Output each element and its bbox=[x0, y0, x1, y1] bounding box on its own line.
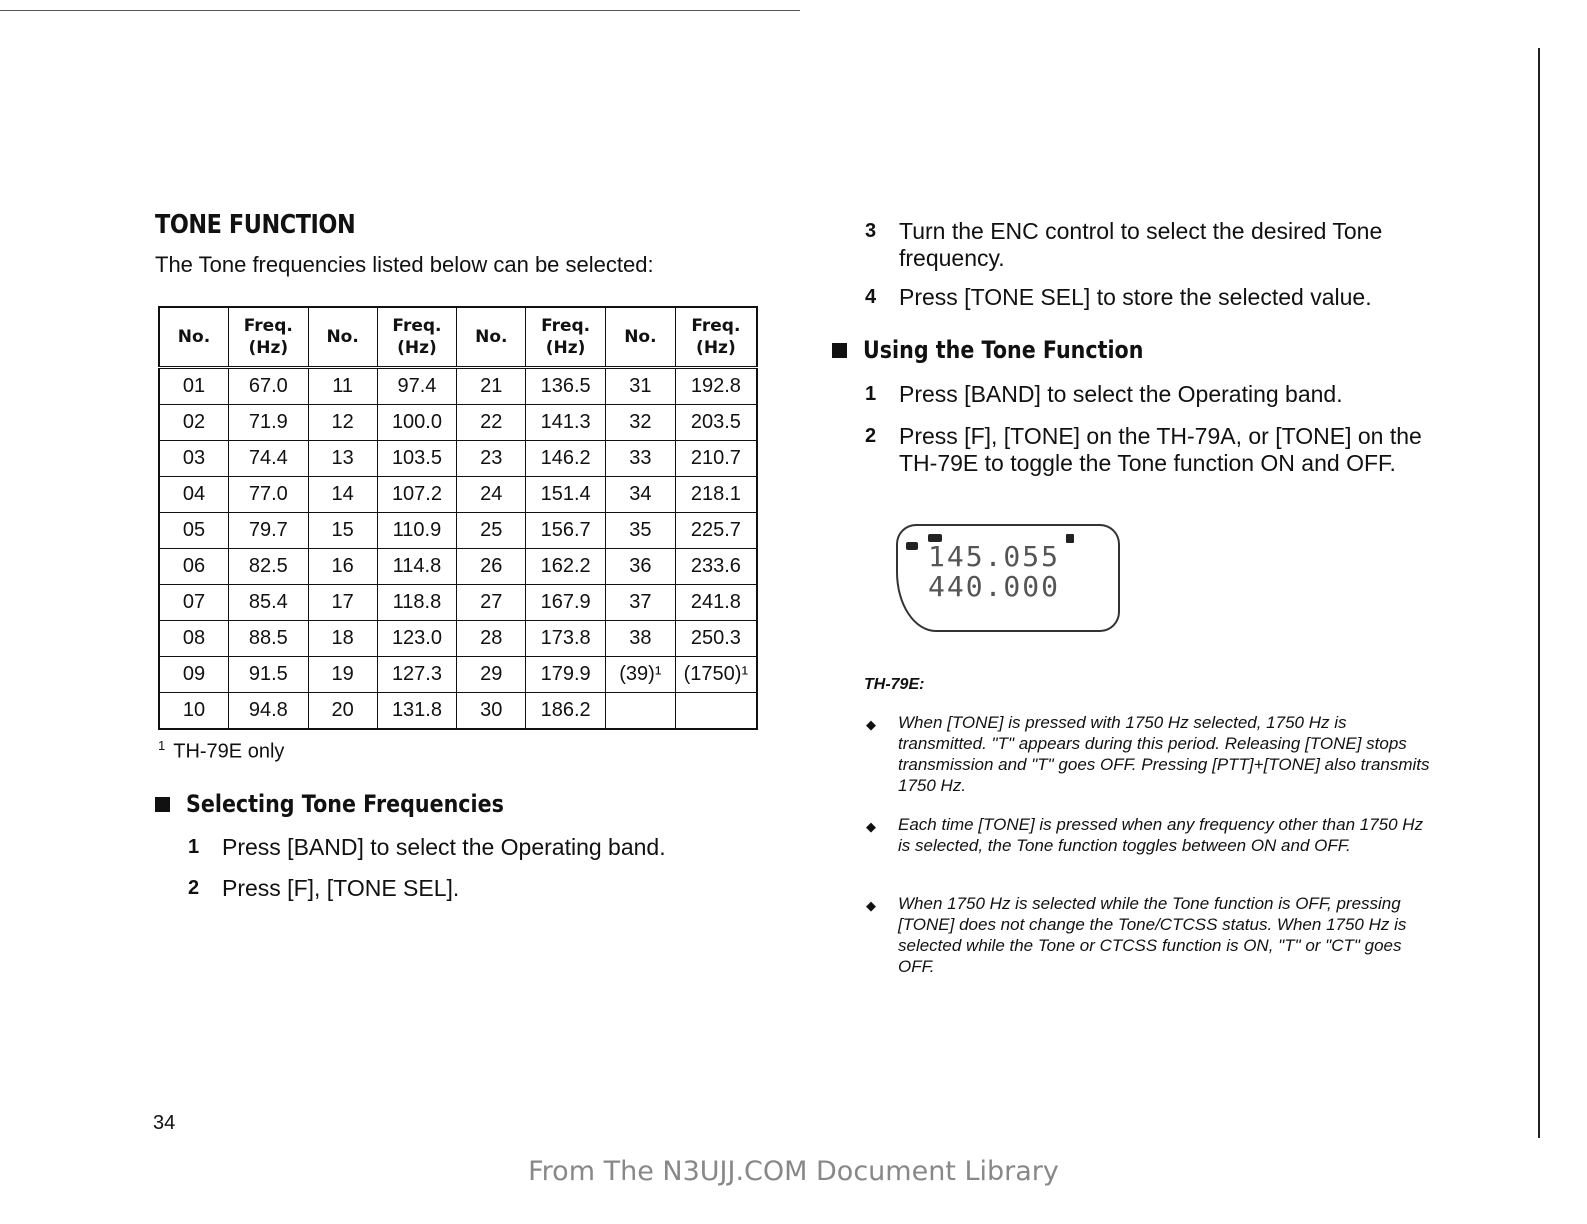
table-cell: 27 bbox=[457, 585, 526, 621]
table-footnote bbox=[158, 738, 284, 764]
table-cell: 34 bbox=[605, 477, 675, 513]
table-cell: 146.2 bbox=[526, 441, 606, 477]
using-step bbox=[865, 381, 1425, 408]
step-number: 2 bbox=[188, 877, 200, 899]
table-cell: 05 bbox=[159, 513, 228, 549]
step-number: 1 bbox=[865, 383, 877, 405]
table-cell: 77.0 bbox=[228, 477, 308, 513]
table-cell: 37 bbox=[605, 585, 675, 621]
step-text: Press [BAND] to select the Operating band. bbox=[222, 834, 666, 860]
table-cell: 12 bbox=[308, 405, 377, 441]
table-cell: 162.2 bbox=[526, 549, 606, 585]
selecting-step bbox=[188, 875, 748, 902]
table-cell: 67.0 bbox=[228, 368, 308, 405]
note-text: Each time [TONE] is pressed when any frequency other than 1750 Hz is selected, the Tone function toggles between ON and OFF. bbox=[898, 815, 1424, 855]
table-cell: 141.3 bbox=[526, 405, 606, 441]
intro-text: The Tone frequencies listed below can be selected: bbox=[155, 252, 654, 277]
table-cell bbox=[605, 693, 675, 730]
table-cell: 25 bbox=[457, 513, 526, 549]
table-cell: 167.9 bbox=[526, 585, 606, 621]
diamond-bullet-icon: ◆ bbox=[866, 898, 876, 913]
footnote-text: TH-79E only bbox=[173, 740, 285, 763]
table-cell: 203.5 bbox=[675, 405, 757, 441]
note-text: When 1750 Hz is selected while the Tone function is OFF, pressing [TONE] does not change the Tone/CTCSS status. When 1750 Hz is selected while the Tone or CTCSS function is ON, "T" or "CT" goes OFF. bbox=[898, 894, 1407, 976]
selecting-step bbox=[188, 834, 748, 861]
step-number: 2 bbox=[865, 425, 877, 447]
table-cell: 28 bbox=[457, 621, 526, 657]
diamond-bullet-icon: ◆ bbox=[866, 717, 876, 732]
header-no: No. bbox=[457, 307, 526, 368]
table-cell: 07 bbox=[159, 585, 228, 621]
step-text: Press [F], [TONE SEL]. bbox=[222, 875, 460, 901]
table-cell: 10 bbox=[159, 693, 228, 730]
table-cell: 38 bbox=[605, 621, 675, 657]
table-row bbox=[159, 368, 757, 405]
table-row bbox=[159, 405, 757, 441]
table-cell: 03 bbox=[159, 441, 228, 477]
table-cell: 156.7 bbox=[526, 513, 606, 549]
section-bullet-icon bbox=[832, 343, 847, 358]
step-number: 4 bbox=[865, 286, 877, 308]
table-row bbox=[159, 441, 757, 477]
table-cell: 22 bbox=[457, 405, 526, 441]
table-row bbox=[159, 585, 757, 621]
table-row bbox=[159, 477, 757, 513]
section-title: Using the Tone Function bbox=[863, 336, 1144, 364]
model-note-label: TH-79E: bbox=[864, 676, 925, 693]
tone-function-intro bbox=[155, 210, 775, 278]
table-cell: 36 bbox=[605, 549, 675, 585]
table-cell: 107.2 bbox=[377, 477, 457, 513]
table-cell: 04 bbox=[159, 477, 228, 513]
lcd-tone-indicator-icon bbox=[906, 542, 918, 550]
table-cell: 24 bbox=[457, 477, 526, 513]
table-cell: 85.4 bbox=[228, 585, 308, 621]
page-edge-rule bbox=[1538, 48, 1540, 1138]
header-freq: Freq. (Hz) bbox=[675, 307, 757, 368]
lcd-display-illustration bbox=[896, 524, 1120, 632]
lcd-frequency-a: 145.055 bbox=[928, 540, 1061, 573]
table-cell: 233.6 bbox=[675, 549, 757, 585]
table-cell: 35 bbox=[605, 513, 675, 549]
table-cell: 09 bbox=[159, 657, 228, 693]
top-rule bbox=[0, 10, 800, 11]
table-cell: 110.9 bbox=[377, 513, 457, 549]
table-cell: 11 bbox=[308, 368, 377, 405]
table-cell: 151.4 bbox=[526, 477, 606, 513]
footnote-mark: 1 bbox=[158, 738, 166, 753]
table-row bbox=[159, 657, 757, 693]
table-cell: 16 bbox=[308, 549, 377, 585]
table-cell: 23 bbox=[457, 441, 526, 477]
table-cell: 225.7 bbox=[675, 513, 757, 549]
table-cell: 136.5 bbox=[526, 368, 606, 405]
header-no: No. bbox=[605, 307, 675, 368]
table-cell: 74.4 bbox=[228, 441, 308, 477]
page-title: TONE FUNCTION bbox=[155, 210, 356, 240]
header-freq: Freq. (Hz) bbox=[526, 307, 606, 368]
table-cell: 06 bbox=[159, 549, 228, 585]
step-text: Press [F], [TONE] on the TH-79A, or [TONE] on the TH-79E to toggle the Tone function ON and OFF. bbox=[899, 423, 1422, 476]
table-cell: 29 bbox=[457, 657, 526, 693]
table-row bbox=[159, 513, 757, 549]
section-bullet-icon bbox=[155, 797, 170, 812]
table-row bbox=[159, 621, 757, 657]
note-text: When [TONE] is pressed with 1750 Hz selected, 1750 Hz is transmitted. "T" appears during this period. Releasing [TONE] stops transmission and "T" goes OFF. Pressing [PTT]+[TONE] also transmits 1750 Hz. bbox=[898, 713, 1430, 795]
step-text: Press [BAND] to select the Operating band. bbox=[899, 381, 1343, 407]
step-number: 3 bbox=[865, 220, 877, 242]
table-header-row bbox=[159, 307, 757, 368]
table-cell: 19 bbox=[308, 657, 377, 693]
table-cell: 91.5 bbox=[228, 657, 308, 693]
table-cell: 79.7 bbox=[228, 513, 308, 549]
table-cell: 15 bbox=[308, 513, 377, 549]
table-cell: 17 bbox=[308, 585, 377, 621]
table-cell: 218.1 bbox=[675, 477, 757, 513]
table-cell: 02 bbox=[159, 405, 228, 441]
table-row bbox=[159, 549, 757, 585]
table-cell: 250.3 bbox=[675, 621, 757, 657]
table-cell: 20 bbox=[308, 693, 377, 730]
table-cell: 179.9 bbox=[526, 657, 606, 693]
table-cell bbox=[675, 693, 757, 730]
tone-frequency-table bbox=[158, 306, 758, 730]
note-bullet bbox=[866, 814, 1431, 856]
using-step bbox=[865, 423, 1425, 477]
table-cell: 13 bbox=[308, 441, 377, 477]
selecting-step bbox=[865, 218, 1425, 272]
table-cell: 08 bbox=[159, 621, 228, 657]
header-freq: Freq. (Hz) bbox=[377, 307, 457, 368]
table-cell: 30 bbox=[457, 693, 526, 730]
table-cell: 14 bbox=[308, 477, 377, 513]
note-bullet bbox=[866, 712, 1431, 796]
header-no: No. bbox=[308, 307, 377, 368]
step-text: Turn the ENC control to select the desired Tone frequency. bbox=[899, 218, 1383, 271]
table-cell: 241.8 bbox=[675, 585, 757, 621]
table-cell: 01 bbox=[159, 368, 228, 405]
step-text: Press [TONE SEL] to store the selected value. bbox=[899, 284, 1372, 310]
table-cell: 100.0 bbox=[377, 405, 457, 441]
table-row bbox=[159, 693, 757, 730]
table-cell: (39)¹ bbox=[605, 657, 675, 693]
table-cell: 82.5 bbox=[228, 549, 308, 585]
table-cell: 33 bbox=[605, 441, 675, 477]
step-number: 1 bbox=[188, 836, 200, 858]
table-cell: 192.8 bbox=[675, 368, 757, 405]
table-cell: 97.4 bbox=[377, 368, 457, 405]
table-cell: 103.5 bbox=[377, 441, 457, 477]
table-cell: 71.9 bbox=[228, 405, 308, 441]
selecting-step bbox=[865, 284, 1425, 311]
table-cell: 31 bbox=[605, 368, 675, 405]
note-bullet bbox=[866, 893, 1431, 977]
lcd-indicator-icon bbox=[1066, 534, 1074, 543]
table-cell: 21 bbox=[457, 368, 526, 405]
table-cell: 118.8 bbox=[377, 585, 457, 621]
lcd-frequency-b: 440.000 bbox=[928, 570, 1061, 603]
table-cell: 88.5 bbox=[228, 621, 308, 657]
table-cell: 131.8 bbox=[377, 693, 457, 730]
table-cell: 173.8 bbox=[526, 621, 606, 657]
selecting-section-heading bbox=[155, 790, 556, 818]
table-cell: (1750)¹ bbox=[675, 657, 757, 693]
header-no: No. bbox=[159, 307, 228, 368]
source-watermark: From The N3UJJ.COM Document Library bbox=[528, 1156, 1059, 1187]
table-cell: 26 bbox=[457, 549, 526, 585]
table-cell: 127.3 bbox=[377, 657, 457, 693]
table-cell: 18 bbox=[308, 621, 377, 657]
table-cell: 94.8 bbox=[228, 693, 308, 730]
table-cell: 123.0 bbox=[377, 621, 457, 657]
table-cell: 114.8 bbox=[377, 549, 457, 585]
table-cell: 186.2 bbox=[526, 693, 606, 730]
header-freq: Freq. (Hz) bbox=[228, 307, 308, 368]
table-cell: 210.7 bbox=[675, 441, 757, 477]
section-title: Selecting Tone Frequencies bbox=[186, 790, 504, 818]
table-cell: 32 bbox=[605, 405, 675, 441]
diamond-bullet-icon: ◆ bbox=[866, 819, 876, 834]
page-number: 34 bbox=[153, 1112, 176, 1134]
using-section-heading bbox=[832, 336, 1189, 364]
